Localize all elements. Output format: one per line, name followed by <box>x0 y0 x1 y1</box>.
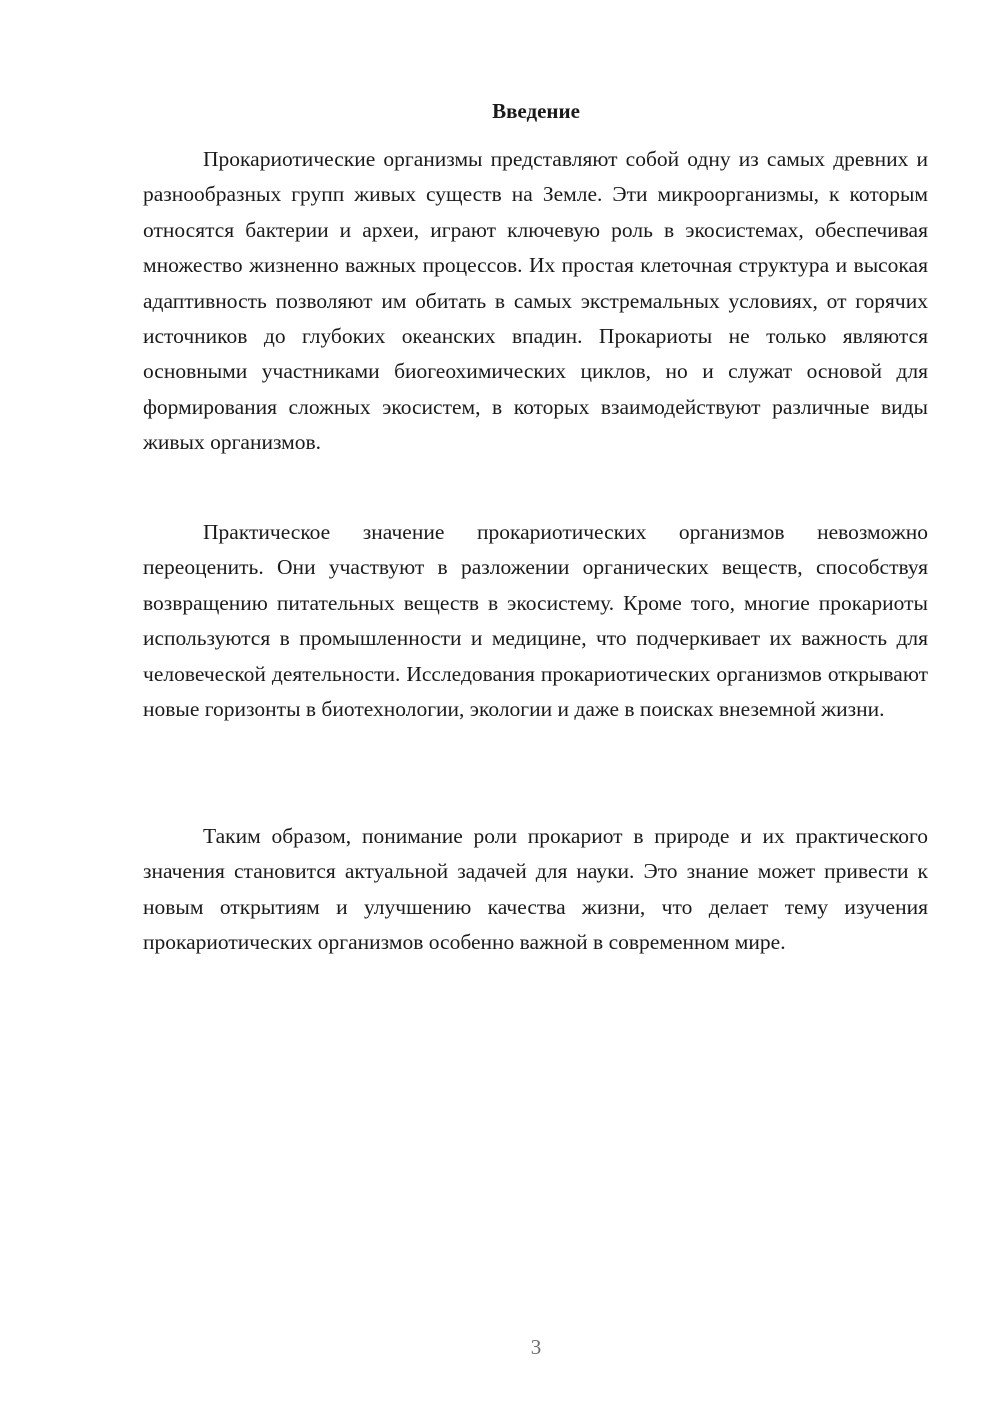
paragraph-intro: Прокариотические организмы представляют собой одну из самых древних и разнообразных групп живых существ на Земле. Эти микроорганизмы, к которым относятся бактерии и археи, играют ключевую роль в экосистемах, обеспечивая множество жизненно важных процессов. Их простая клеточная структура и высокая адаптивность позволяют им обитать в самых экстремальных условиях, от горячих источников до глубоких океанских впадин. Прокариоты не только являются основными участниками биогеохимических циклов, но и служат основой для формирования сложных экосистем, в которых взаимодействуют различные виды живых организмов. <box>143 147 928 455</box>
paragraph-practical-significance: Практическое значение прокариотических организмов невозможно переоценить. Они участвуют в разложении органических веществ, способствуя возвращению питательных веществ в экосистему. Кроме того, многие прокариоты используются в промышленности и медицине, что подчеркивает их важность для человеческой деятельности. Исследования прокариотических организмов открывают новые горизонты в биотехнологии, экологии и даже в поисках внеземной жизни. <box>143 520 928 722</box>
section-title: Введение <box>492 99 580 123</box>
page-number: 3 <box>530 1335 542 1359</box>
paragraph-conclusion: Таким образом, понимание роли прокариот в природе и их практического значения становится актуальной задачей для науки. Это знание может привести к новым открытиям и улучшению качества жизни, что делает тему изучения прокариотических организмов особенно важной в современном мире. <box>143 824 928 955</box>
